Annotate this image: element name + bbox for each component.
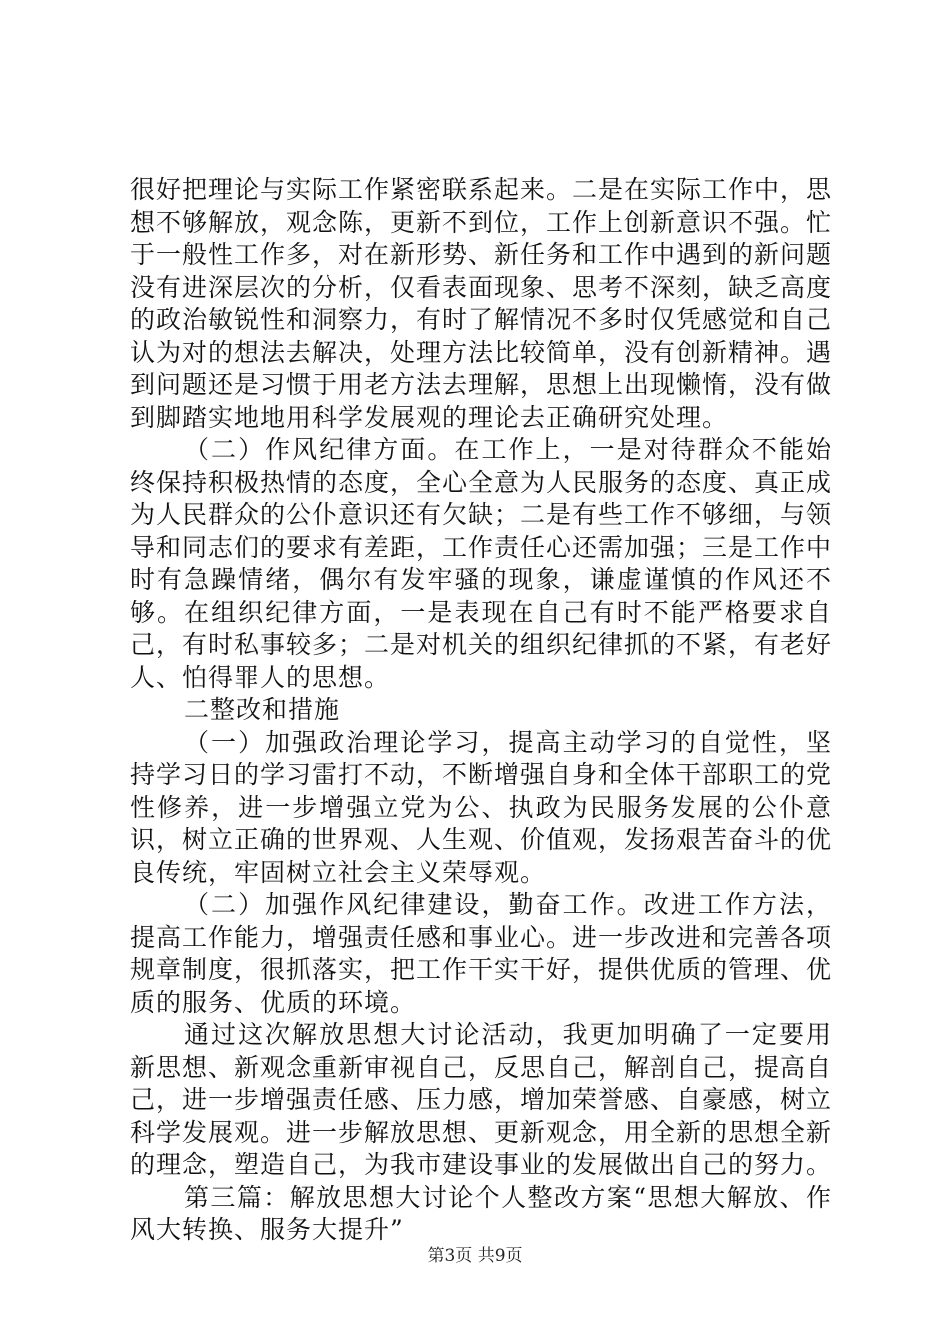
page-number: 第3页 共9页 (427, 1246, 523, 1266)
paragraph-work-style-discipline: （二）作风纪律方面。在工作上，一是对待群众不能始终保持积极热情的态度，全心全意为人民服务的态度、真正成为人民群众的公仆意识还有欠缺；二是有些工作不够细，与领导和同志们的要求有差距，工作责任心还需加强；三是工作中时有急躁情绪，偶尔有发牢骚的现象，谦虚谨慎的作风还不够。在组织纪律方面，一是表现在自己有时不能严格要求自己，有时私事较多；二是对机关的组织纪律抓的不紧，有老好人、怕得罪人的思想。 (130, 435, 833, 692)
paragraph-chapter-three-title: 第三篇：解放思想大讨论个人整改方案“思想大解放、作风大转换、服务大提升” (130, 1182, 832, 1244)
paragraph-continuation: 很好把理论与实际工作紧密联系起来。二是在实际工作中，思想不够解放，观念陈，更新不到位，工作上创新意识不强。忙于一般性工作多，对在新形势、新任务和工作中遇到的新问题没有进深层次的分析，仅看表面现象、思考不深刻，缺乏高度的政治敏锐性和洞察力，有时了解情况不多时仅凭感觉和自己认为对的想法去解决，处理方法比较简单，没有创新精神。遇到问题还是习惯于用老方法去理解，思想上出现懒惰，没有做到脚踏实地地用科学发展观的理论去正确研究处理。 (130, 175, 833, 432)
page-footer (0, 1246, 950, 1266)
paragraph-measure-two: （二）加强作风纪律建设，勤奋工作。改进工作方法，提高工作能力，增强责任感和事业心。进一步改进和完善各项规章制度，很抓落实，把工作干实干好，提供优质的管理、优质的服务、优质的环境。 (130, 890, 833, 1017)
paragraph-measure-one: （一）加强政治理论学习，提高主动学习的自觉性，坚持学习日的学习雷打不动，不断增强自身和全体干部职工的党性修养，进一步增强立党为公、执政为民服务发展的公仆意识，树立正确的世界观、人生观、价值观，发扬艰苦奋斗的优良传统，牢固树立社会主义荣辱观。 (130, 727, 833, 887)
section-heading-rectification: 二整改和措施 (184, 695, 341, 724)
paragraph-conclusion: 通过这次解放思想大讨论活动，我更加明确了一定要用新思想、新观念重新审视自己，反思自己，解剖自己，提高自己，进一步增强责任感、压力感，增加荣誉感、自豪感，树立科学发展观。进一步解放思想、更新观念，用全新的思想全新的理念，塑造自己，为我市建设事业的发展做出自己的努力。 (130, 1020, 833, 1179)
document-body (130, 174, 832, 1247)
